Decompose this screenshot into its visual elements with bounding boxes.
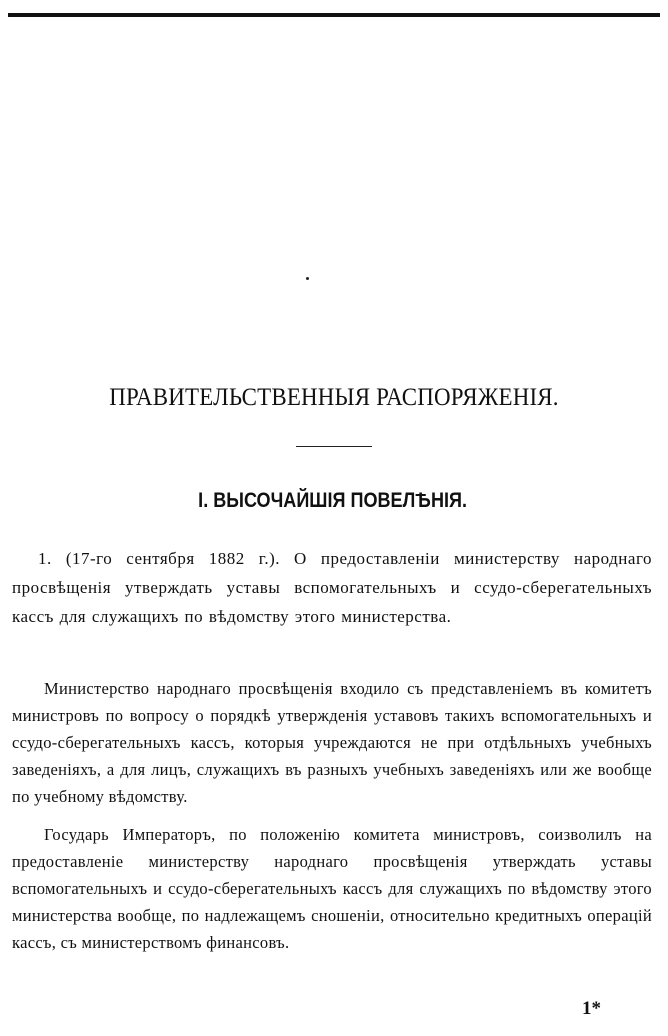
main-title: ПРАВИТЕЛЬСТВЕННЫЯ РАСПОРЯЖЕНІЯ. (109, 382, 559, 411)
top-rule (8, 13, 660, 17)
paragraph-decree-heading: 1. (17-го сентября 1882 г.). О предоставленіи министерству народнаго просвѣщенія утверждать уставы вспомогательныхъ и ссудо-сберегательныхъ кассъ для служащихъ по вѣдомству этого министерства. (12, 549, 652, 626)
signature-mark: 1* (582, 998, 601, 1019)
ink-dot (306, 277, 309, 280)
paragraph-emperor-decision: Государь Императоръ, по положенію комитета министровъ, соизволилъ на предоставленіе министерству народнаго просвѣщенія утверждать уставы вспомогательныхъ и ссудо-сберегательныхъ кассъ для служащихъ по вѣдомству этого министерства вообще, по надлежащемъ сношеніи, относительно кредитныхъ операцій кассъ, съ министерствомъ финансовъ. (12, 825, 652, 952)
title-divider (296, 446, 372, 447)
paragraph-ministry-report: Министерство народнаго просвѣщенія входило съ представленіемъ въ комитетъ министровъ по вопросу о порядкѣ утвержденія уставовъ такихъ вспомогательныхъ и ссудо-сберегательныхъ кассъ, которыя учреждаются не при отдѣльныхъ учебныхъ заведеніяхъ, а для лицъ, служащихъ въ разныхъ учебныхъ заведеніяхъ или же вообще по учебному вѣдомству. (12, 679, 652, 806)
section-title: I. ВЫСОЧАЙШІЯ ПОВЕЛѢНІЯ. (198, 489, 468, 512)
